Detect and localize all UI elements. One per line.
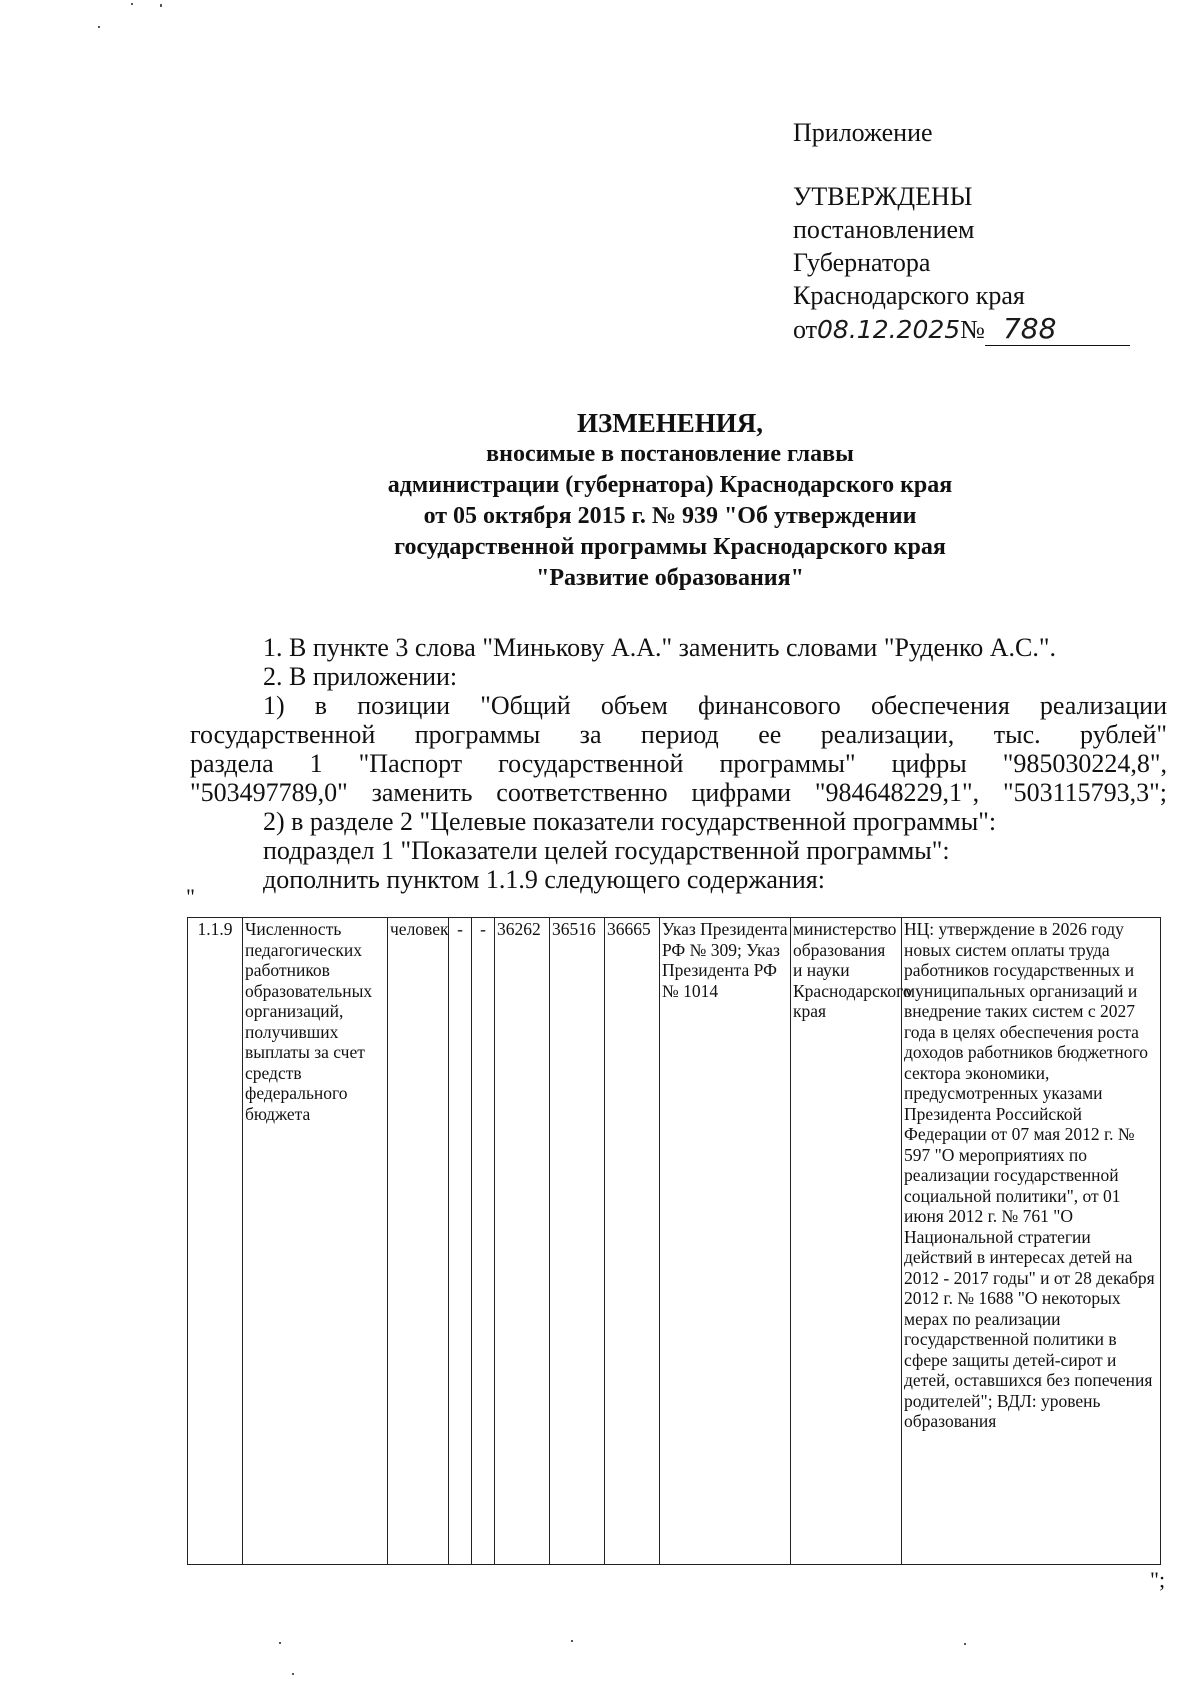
cell-indicator-name: Численность педагогических работников образовательных организаций, получивших выплаты за счет средств федерального бюджета [243,918,388,1565]
cell-value-1: - [449,918,472,1565]
title-main: ИЗМЕНЕНИЯ, [576,408,763,438]
handwritten-date: 08.12.2025 [817,315,961,344]
approval-line-2: Губернатора [793,248,931,277]
title-sub-4: государственной программы Краснодарского края [394,534,946,560]
table-row [188,918,1161,1565]
approval-date-line [793,312,1130,346]
paragraph-6: дополнить пунктом 1.1.9 следующего содержания: [263,865,825,894]
cell-responsible: министерство образования и науки Краснодарского края [791,918,902,1565]
cell-basis: Указ Президента РФ № 309; Указ Президента РФ № 1014 [660,918,791,1565]
cell-value-2: - [472,918,495,1565]
opening-quote: " [186,884,195,909]
speck [160,4,162,7]
paragraph-3-line-4: "503497789,0" заменить соответственно цифрами "984648229,1", "503115793,3"; [190,778,1167,807]
document-body [190,633,1167,894]
title-sub-1: вносимые в постановление главы [486,441,854,467]
speck [964,1643,966,1645]
cell-unit: человек [388,918,449,1565]
paragraph-4: 2) в разделе 2 "Целевые показатели государственной программы": [263,807,997,836]
cell-value-4: 36516 [550,918,605,1565]
speck [571,1640,573,1642]
cell-value-3: 36262 [495,918,550,1565]
paragraph-3-line-2: государственной программы за период ее реализации, тыс. рублей" [190,720,1167,749]
indicator-table [187,917,1161,1565]
paragraph-3-line-3: раздела 1 "Паспорт государственной программы" цифры "985030224,8", [190,749,1167,778]
paragraph-2: 2. В приложении: [263,662,458,691]
handwritten-number: 788 [985,312,1130,346]
approval-block [793,116,1130,346]
appendix-label: Приложение [793,118,933,147]
paragraph-1: 1. В пункте 3 слова "Минькову А.А." заменить словами "Руденко А.С.". [263,633,1056,662]
cell-note: НЦ: утверждение в 2026 году новых систем оплаты труда работников государственных и муниципальных организаций и внедрение таких систем с 2027 года в целях обеспечения роста доходов работников бюджетного сектора экономики, предусмотренных указами Президента Российской Федерации от 07 мая 2012 г. № 597 "О мероприятиях по реализации государственной социальной политики", от 01 июня 2012 г. № 761 "О Национальной стратегии действий в интересах детей на 2012 - 2017 годы" и от 28 декабря 2012 г. № 1688 "О некоторых мерах по реализации государственной политики в сфере защиты детей-сирот и детей, оставшихся без попечения родителей"; ВДЛ: уровень образования [902,918,1161,1565]
speck [131,3,133,5]
number-sign: № [960,315,985,344]
cell-value-5: 36665 [605,918,660,1565]
approval-line-3: Краснодарского края [793,281,1025,310]
approved-label: УТВЕРЖДЕНЫ [793,182,973,211]
date-prefix: от [793,315,818,344]
speck [98,26,100,28]
cell-number: 1.1.9 [188,918,243,1565]
speck [279,1642,281,1644]
title-sub-3: от 05 октября 2015 г. № 939 "Об утверждении [423,503,917,529]
approval-line-1: постановлением [793,215,975,244]
closing-quote: "; [1150,1567,1166,1592]
title-sub-2: администрации (губернатора) Краснодарского края [387,472,953,498]
speck [292,1673,294,1675]
title-sub-5: "Развитие образования" [536,565,804,591]
document-title [140,408,1200,594]
paragraph-3-line-1: 1) в позиции "Общий объем финансового обеспечения реализации [263,691,1167,720]
paragraph-5: подраздел 1 "Показатели целей государственной программы": [263,836,950,865]
